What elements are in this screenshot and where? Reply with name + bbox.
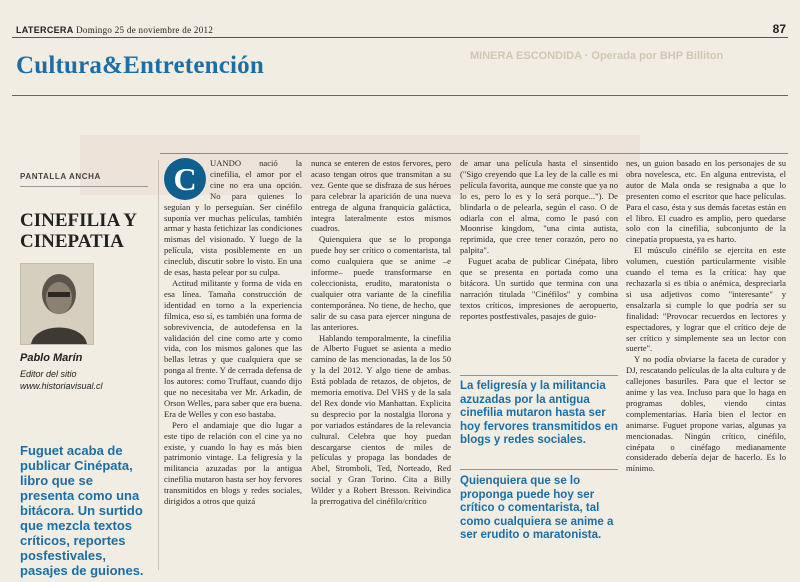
issue-date: Domingo 25 de noviembre de 2012 <box>76 25 214 35</box>
column-divider <box>158 160 159 570</box>
article-column-1 <box>164 158 302 507</box>
section-title: Cultura&Entretención <box>16 52 264 79</box>
article-column-3 <box>460 158 618 322</box>
author-portrait <box>20 263 94 345</box>
paragraph: Hablando temporalmente, la cinefilia de Alberto Fuguet se asienta a medio camino de las mencionadas, la de los 50 y la del 2012. Y algo tiene de ambas. Está poblada de retazos, de objetos, de memoria emotiva. Del VHS y de la sala del Rex donde vio Manhattan. Explicita su desprecio por la nostalgia llorona y por variados estándares de la relevancia cultural. Celebra que hoy puedan descargarse cientos de miles de películas y propaga las bondades de Abel, Stromboli, Ted, Norteado, Red social y Gran Torino. Cita a Billy Wilder y a Robert Bresson. Reivindica la prerrogativa del cinéfilo/crítico <box>311 332 451 507</box>
column-kicker: PANTALLA ANCHA <box>20 172 101 181</box>
pull-quote: Quienquiera que se lo proponga puede hoy ser crítico o comentarista, tal como cualquiera se anime a ser erudito o maratonista. <box>460 475 614 541</box>
paragraph: El músculo cinéfilo se ejercita en este volumen, cuestión particularmente visible cuando el tema es la crítica: hay que rechazarla si es tibia o anémica, despreciarla si usa adjetivos como "interesante" y ensalzarla si cumple lo que podría ser su finalidad: "Provocar recuerdos en lectores y espectadores, y lograr que el crítico deje de ser crítico y simplemente sea un lector con suerte". <box>626 245 786 354</box>
author-photo-icon <box>21 264 93 344</box>
kicker-rule <box>20 186 148 187</box>
sidebar-pull-quote: Fuguet acaba de publicar Cinépata, libro que se presenta como una bitácora. Un surtido que mezcla textos críticos, reportes posfestivales, pasajes de guiones. <box>20 443 144 578</box>
running-header <box>16 25 213 35</box>
paragraph: de amar una película hasta el sinsentido ("Sigo creyendo que La ley de la calle es mi película favorita, aunque me conste que ya no lo es, pero lo es y lo será porque..."). De blindarla o de pelearla, según el caso. O de odiarla con el alma, como le pasó con Moonrise kingdom, "una cinta autista, reprimida, que cree tener corazón, pero no palpita". <box>460 158 618 256</box>
paragraph: nunca se enteren de estos fervores, pero acaso tengan otros que transmitan a su vez. Gente que se disfraza de sus héroes para celebrar la aparición de una nueva entrega de alguna franquicia galáctica, integra lateralmente estos mismos cuadros. <box>311 158 451 234</box>
paragraph: Y no podía obviarse la faceta de curador y DJ, rescatando películas de la alta cultura y de callejones basuriles. Para que el lector se anime y las vea. Incluso para que lo haga en programas dobles, viendo cintas complementarias. Haría bien el lector en animarse. Fuguet propone varias, algunas ya mencionadas. Ningún crítico, cinéfilo, cinépata o cinéfago medianamente considerado debería dejar de hacerlo. Es lo mínimo. <box>626 354 786 474</box>
paragraph: UANDO nació la cinefilia, el amor por el cine no era una opción. No para quienes lo seguían y lo perseguían. Ser cinéfilo suponía ver muchas películas, también armar y hasta fetichizar las condiciones mismas del visionado. Y luego de la película, vista posiblemente en un cineclub, discutir sobre lo visto. En una de esas, hasta pelear por su culpa. <box>164 158 302 278</box>
paragraph: Fuguet acaba de publicar Cinépata, libro que se presenta en portada como una bitácora. Un surtido que termina con una narración titulada "Cinéfilos" y combina textos críticos, impresiones de aeropuerto, reportes postfestivales, pasajes de guio- <box>460 256 618 321</box>
page-number: 87 <box>772 22 786 36</box>
drop-cap: C <box>164 158 206 200</box>
pull-quote-rule <box>460 469 618 470</box>
article-headline: CINEFILIA Y CINEPATIA <box>20 210 137 252</box>
paragraph: Quienquiera que se lo proponga puede hoy ser crítico o comentarista, tal como cualquiera que se anime –e informe– puede transformarse en coleccionista, erudito, maratonista o cualquier otra variante de la cinefilia contemporánea. No tiene, de hecho, que salir de su casa para ejercer ninguna de las anteriores. <box>311 234 451 332</box>
header-rule <box>12 37 788 38</box>
paragraph: nes, un guion basado en los personajes de su obra novelesca, etc. En alguna entrevista, el autor de Mala onda se resignaba a que lo presenten como el escritor que hace películas. Para el caso, ésta y sus demás facetas están en el libro. El cuadro es amplio, pero quedarse solo con la cinefilia, subconjunto de la cinepatía propuesta, ya es harto. <box>626 158 786 245</box>
pull-quote-rule <box>460 375 618 376</box>
pull-quote: La feligresía y la militancia azuzadas por la antigua cinefilia mutaron hasta ser hoy fervores transmitidos en blogs y redes sociales. <box>460 380 618 446</box>
paragraph: Actitud militante y forma de vida en esa línea. Tamaña construcción de identidad en torno a la experiencia fílmica, eso sí, es también una forma de sobrevivencia, de autodefensa en la validación del cine como arte y como vida, con los mismos galones que las bellas letras y que cualquiera que se ponga al frente. Y de cerrada defensa de los autores: como Truffaut, cuando dijo que no necesitaba ver Mr. Arkadin, de Orson Welles, para saber que era buena. Era de Welles y con eso bastaba. <box>164 277 302 419</box>
show-through-ad: MINERA ESCONDIDA · Operada por BHP Billiton <box>470 50 724 62</box>
author-role: Editor del sitio www.historiavisual.cl <box>20 369 103 391</box>
paragraph: Pero el andamiaje que dio lugar a este tipo de relación con el cine ya no existe, y cuando lo hay es más bien patrimonio vintage. La feligresía y la militancia azuzadas por la antigua cinefilia mutaron hasta ser hoy fervores transmitidos en blogs y redes sociales, dirigidos a otros que quizá <box>164 419 302 507</box>
article-top-rule <box>160 153 788 154</box>
publication-name: LATERCERA <box>16 25 74 35</box>
author-name: Pablo Marín <box>20 352 83 364</box>
article-column-4 <box>626 158 786 474</box>
article-column-2 <box>311 158 451 507</box>
